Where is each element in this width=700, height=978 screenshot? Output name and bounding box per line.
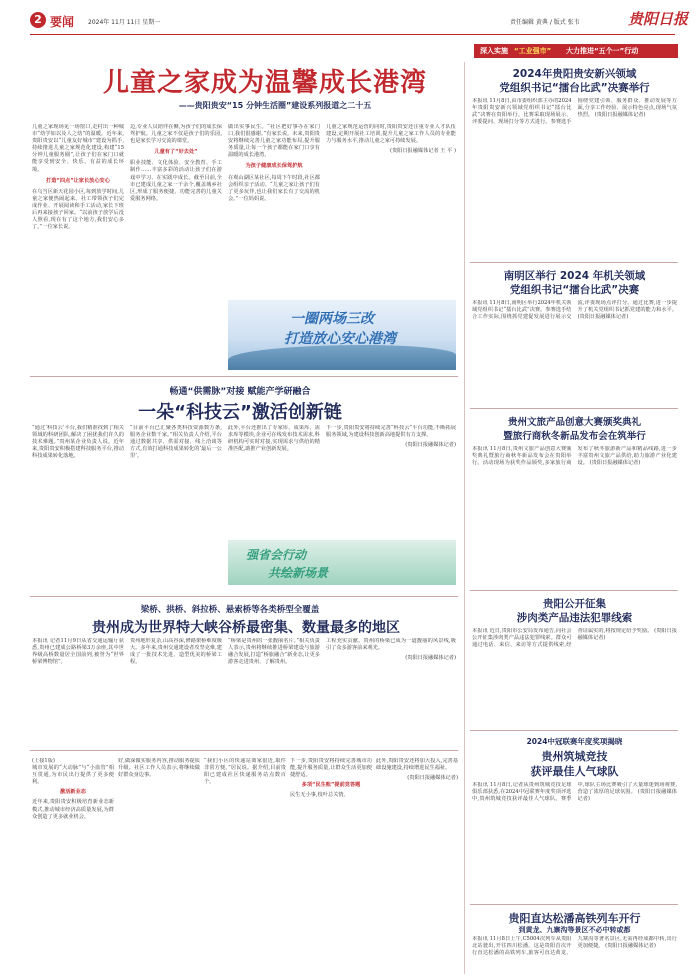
article3-kicker: 梁桥、拱桥、斜拉桥、悬索桥等各类桥型全覆盖 [140, 605, 320, 615]
article1-subhead2: 儿童有了“好去处” [154, 149, 198, 156]
r3-body-text: 本报讯 11月8日,贵州文旅产品创意大赛颁奖典礼暨旅行商秋冬新品发布会在贵阳举行。活动现场为获奖作品颁奖,多家旅行商发布了秋冬旅游新产品和精品线路,进一步丰富贵州文旅产品供给,助力旅游产业化建设。 [472, 446, 677, 467]
article4-col4b-text: 民生无小事,枝叶总关情。 [290, 792, 349, 799]
article1-subhead3: 为孩子健康成长保驾护航 [245, 163, 303, 170]
divider [470, 262, 678, 263]
slogan-image [228, 300, 456, 370]
article1-subtitle: ——贵阳贵安“15 分钟生活圈”建设系列报道之二十五 [178, 101, 372, 110]
article1-col3 [228, 124, 320, 324]
r2-title1: 南明区举行 2024 年机关领域 [503, 270, 646, 282]
article2-kicker: 畅通“供需脉”对接 赋能产学研融合 [169, 387, 311, 397]
r2-body-text: 本报讯 11月8日,南明区举行2024年机关领域党组织书记“擂台比武”决赛。参赛选手结合工作实际,围绕抓党建促发展进行展示交流,评委现场点评打分。通过比赛,进一步提升了机关党组织书记抓党建的能力和水平。 [472, 300, 677, 321]
article2-col1: “通过‘科技云’平台,我们精准找到了相关领域的科研团队,解决了困扰我们许久的技术难题。”贵州某企业负责人说。近年来,贵阳贵安积极搭建科技服务平台,推动科技成果转化落地。 [32, 425, 124, 460]
slogan-hills [228, 345, 456, 370]
article2-col4 [326, 425, 456, 535]
article2-byline: (贵阳日报融媒体记者) [405, 442, 456, 449]
article2-col3: 此外,平台还推出了专家库、成果库、需求库等模块,企业可在线发布技术需求,科研机构可实时对接,实现需求与供给的精准匹配,助推产业创新发展。 [228, 425, 320, 453]
article1-col1 [32, 124, 124, 324]
article4-subhead2: 多项“民生账”提前竞答题 [301, 782, 361, 789]
slogan2-line2: 共绘新场景 [268, 566, 329, 580]
r2-body [472, 300, 677, 405]
article3-title: 贵州成为世界特大峡谷桥最密集、数量最多的地区 [92, 620, 400, 636]
article4-subhead1: 激活新业态 [60, 789, 86, 796]
article1-byline: (贵阳日报融媒体记者 王 平 ) [389, 148, 456, 155]
article2-col4-text: 下一步,贵阳贵安将持续完善“科技云”平台功能,不断拓展服务领域,为建设科技创新高地提供有力支撑。 [326, 425, 456, 439]
r6-body-text: 本报讯 11月8日上午,C5004次列车从贵阳北站驶出,开往四川松潘。这是贵阳首次开行直达松潘的高铁列车,旅客可直达黄龙、九寨沟等著名景区,无需再经成都中转,出行更加便捷。 [472, 936, 677, 957]
article4-continued-label: (上接1版) [32, 758, 55, 764]
r4-title1: 贵阳公开征集 [543, 598, 606, 610]
article4-col1b-text: 近年来,贵阳贵安积极培育新业态新模式,推动城市经济高质量发展,为群众创造了更多就业机会。 [32, 799, 114, 820]
article3-col4 [326, 638, 456, 748]
divider [30, 596, 458, 597]
divider [30, 376, 458, 377]
article2-col2: “目前平台已汇聚各类科技资源数万条,服务企业数千家。”相关负责人介绍,平台通过数据共享、供需对接、线上洽谈等方式,有效打通科技成果转化的‘最后一公里’。 [130, 425, 222, 460]
article1-col3b-text: 在观山湖区某社区,每周下午时段,社区都会组织亲子活动。“儿童之家让孩子们有了更多玩伴,也让我们家长有了交流的机会。”一位妈妈说。 [228, 174, 320, 202]
article1-col1b-text: 在乌当区新天花园小区,每到放学时间,儿童之家便热闹起来。社工带领孩子们完成作业、开展阅读和手工活动,家长下班后再来接孩子回家。“以前孩子放学后没人照看,现在有了这个地方,我们安心多了。”一位家长说。 [32, 188, 124, 231]
r1-title2: 党组织书记“擂台比武”决赛举行 [499, 82, 650, 94]
r5-body-text: 本报讯 11月8日,记者从贵州筑城竞技足球俱乐部获悉,在2024中冠联赛年度奖项评选中,贵州筑城竞技获评最佳人气球队。赛季中,球队主场比赛吸引了大量球迷到场观赛,营造了浓厚的足球氛围。 [472, 782, 677, 803]
article1-title: 儿童之家成为温馨成长港湾 [102, 68, 427, 98]
divider [470, 590, 678, 591]
article4-col5-text: 此外,贵阳贵安还将加大投入,完善基础设施建设,持续增进民生福祉。 [376, 758, 458, 772]
article3-byline: (贵阳日报融媒体记者) [405, 655, 456, 662]
article1-col4 [326, 124, 456, 304]
r5-byline: (贵阳日报融媒体记者) [577, 789, 677, 803]
divider [470, 904, 678, 905]
slogan-line2: 打造放心安心港湾 [284, 331, 396, 347]
section-name: 要闻 [50, 15, 75, 29]
article4-col3: “我们小区的快递站离家很近,取件非常方便。”居民说。据介绍,目前贵阳已建成社区快递服务站点数百个。 [204, 758, 286, 786]
article1-subhead1: 打造“四点”让家长放心安心 [46, 177, 110, 184]
r2-byline: (贵阳日报融媒体记者) [577, 314, 629, 321]
article1-col2 [130, 124, 222, 324]
r6-title: 贵阳直达松潘高铁列车开行 [508, 912, 641, 925]
banner-mid: “工业强市” [514, 47, 552, 55]
r3-byline: (贵阳日报融媒体记者) [589, 460, 641, 467]
r4-body-text: 本报讯 近日,贵阳市公安局发布通告,向社会公开征集涉肉类产品违法犯罪线索。群众可通过电话、来信、来访等方式提供线索,经查证属实的,将按规定给予奖励。 [472, 628, 653, 649]
slogan-line1: 一圈两场三改 [290, 311, 374, 327]
r6-body [472, 936, 677, 976]
slogan2-line1: 强省会行动 [246, 548, 307, 562]
r3-body [472, 446, 677, 586]
newspaper-logo: 贵阳日报 [628, 10, 689, 28]
article4-byline: (贵阳日报融媒体记者) [407, 775, 458, 782]
r4-byline: (贵阳日报融媒体记者) [577, 628, 677, 642]
r1-body-text: 本报讯 11月8日,由市委组织部主办的2024年贵阳贵安新兴领域党组织书记“擂台比武”决赛在贵阳举行。比赛采取现场展示、评委提问、现场打分等方式进行。参赛选手围绕党建引领、服务群众、推动发展等方面,分享工作经验、展示特色亮点,现场气氛热烈。 [472, 98, 677, 126]
page-number-badge: 2 [30, 12, 46, 28]
issue-date: 2024年 11月 11日 星期一 [88, 19, 161, 26]
article1-col1-text: 儿童之家现场见一场窗口,走村出一种城市“幼学如以及人之幼”的温暖。近年来,贵阳贵安以“儿童友好城市”建设为抓手,持续推进儿童之家规范化建设,构建“15分钟儿童服务圈”,让孩子们在家门口就能享受到安全、快乐、有益的成长环境。 [32, 124, 124, 173]
header-rule [30, 34, 675, 35]
article1-col4-text: 儿童之家规范运营的同时,贵阳贵安还注重专业人才队伍建设,定期开展社工培训,提升儿童之家工作人员的专业能力与服务水平,推动儿童之家可持续发展。 [326, 124, 456, 145]
article1-col2-text: 边,专业人员陪伴在侧,为孩子们的成长保驾护航。儿童之家不仅是孩子们的乐园,也是家长学习交流的课堂。 [130, 124, 222, 145]
banner-right: 大力推进“五个一”行动 [566, 47, 639, 55]
r4-body [472, 628, 677, 728]
article2-title: 一朵“科技云”激活创新链 [138, 402, 342, 423]
r1-title1: 2024年贵阳贵安新兴领域 [512, 68, 637, 80]
article4-col5 [376, 758, 458, 973]
r4-title2: 涉肉类产品违法犯罪线索 [516, 612, 633, 624]
column-separator [464, 62, 465, 974]
article4-col4-text: 下一步,贵阳贵安将持续完善城市功能,提升服务质量,让群众生活更加便捷舒适。 [290, 758, 372, 779]
article3-col2: 贵州地形复杂,山高谷深,修路架桥难度极大。多年来,贵州交通建设者攻坚克难,建成了一批技术先进、造型优美的桥梁工程。 [130, 638, 222, 666]
divider [30, 750, 458, 751]
r6-subtitle: 到黄龙、九寨沟等景区不必中转或都 [518, 926, 631, 934]
article3-col1: 本报讯 记者11月9日从省交通运输厅获悉,贵州已建成公路桥梁3万余座,其中世界级高桥数量居全国前列,被誉为“世界桥梁博物馆”。 [32, 638, 124, 666]
article1-col3-text: 做出实事民生。“社区把好事办在家门口,我们很感谢。”有家长说。未来,贵阳贵安将继续完善儿童之家功能布局,提升服务质量,让每一个孩子都能在家门口享有温暖的成长港湾。 [228, 124, 320, 159]
r5-title1: 贵州筑城竞技 [541, 750, 608, 763]
r2-title2: 党组织书记“擂台比武”决赛 [509, 284, 640, 296]
r1-body [472, 98, 677, 258]
page-header [0, 0, 700, 40]
r5-title2: 获评最佳人气球队 [530, 765, 619, 778]
article4-col4 [290, 758, 372, 973]
r6-byline: (贵阳日报融媒体记者) [605, 943, 656, 950]
r5-body [472, 782, 677, 900]
r3-title2: 暨旅行商秋冬新品发布会在筑举行 [503, 431, 646, 442]
article3-col3: “桥梁是贵州的一张靓丽名片。”相关负责人表示,贵州将继续推进桥梁建设与旅游融合发展,打造“桥旅融合”新业态,让更多游客走进贵州、了解贵州。 [228, 638, 320, 666]
article1-col2b-text: 职业技能、文化体验、安全教育、手工制作……丰富多彩的活动让孩子们在游戏中学习、在实践中成长。截至目前,全市已建成儿童之家一千余个,覆盖城乡社区,形成了服务便捷、功能完善的儿童关爱服务网络。 [130, 160, 222, 202]
editors: 责任编辑 黄典 / 版式 张韦 [510, 19, 580, 26]
article3-col4-text: 工程充实贡献。贵州的桥梁已成为一道靓丽的风景线,吸引了众多游客前来观光。 [326, 638, 456, 652]
divider [470, 408, 678, 409]
divider [470, 730, 678, 731]
article4-col1-text: 城市发展的“大动脉”与“小血管”相互贯通,为市民出行提供了更多便利。 [32, 765, 114, 786]
r3-title1: 贵州文旅产品创意大赛颁奖典礼 [507, 417, 641, 428]
banner-left: 深入实施 [480, 47, 508, 55]
slogan2-image [228, 540, 456, 585]
campaign-banner [474, 44, 678, 58]
article4-col1 [32, 758, 114, 973]
article4-col2: 好,做深做实服务内容,推动服务提质升级。社区工作人员表示,将继续做好群众身边事。 [118, 758, 200, 779]
r5-kicker: 2024中冠联赛年度奖项揭晓 [526, 737, 623, 746]
r1-byline: (贵阳日报融媒体记者) [594, 112, 646, 119]
